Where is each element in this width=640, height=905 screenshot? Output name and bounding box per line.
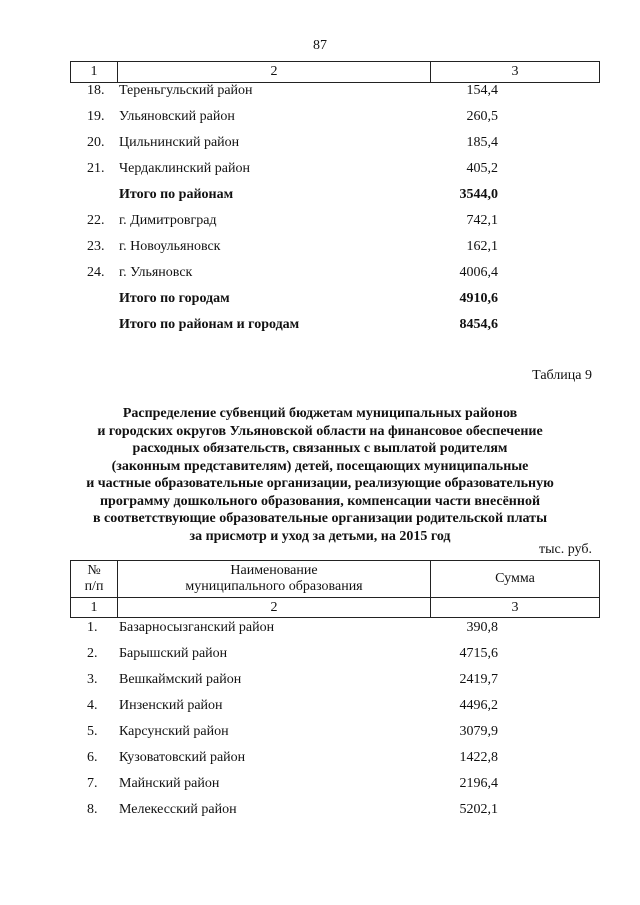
table9-header: [70, 560, 600, 618]
table-row: [0, 774, 640, 794]
row-number: 22.: [87, 213, 105, 228]
row-name: Майнский район: [119, 776, 220, 791]
row-name: Цильнинский район: [119, 135, 240, 150]
row-name: Базарносызганский район: [119, 620, 275, 635]
row-value: 3544,0: [459, 187, 498, 202]
table-row: [0, 107, 640, 127]
table8-header-col3: 3: [511, 64, 519, 79]
row-name: г. Новоульяновск: [119, 239, 221, 254]
table8-header-row: [70, 61, 600, 83]
table-row: [0, 748, 640, 768]
table9-header-col1: [71, 561, 117, 597]
row-name: Мелекесский район: [119, 802, 237, 817]
table9-title-line: расходных обязательств, связанных с выплатой родителям: [132, 441, 508, 456]
table9-index-col1: 1: [90, 599, 98, 615]
page-number: 87: [313, 38, 327, 53]
row-value: 742,1: [466, 213, 498, 228]
row-number: 24.: [87, 265, 105, 280]
table-row: [0, 670, 640, 690]
table9-units: тыс. руб.: [539, 542, 592, 557]
row-value: 405,2: [466, 161, 498, 176]
row-name: г. Ульяновск: [119, 265, 193, 280]
row-value: 1422,8: [459, 750, 498, 765]
table9-index-col2: 2: [270, 599, 278, 615]
row-value: 185,4: [466, 135, 498, 150]
row-value: 2196,4: [459, 776, 498, 791]
row-name: Вешкаймский район: [119, 672, 242, 687]
table-row: [0, 185, 640, 205]
table9-index-col3: 3: [511, 599, 519, 615]
row-number: 6.: [87, 750, 98, 765]
row-value: 162,1: [466, 239, 498, 254]
row-number: 20.: [87, 135, 105, 150]
row-name: Инзенский район: [119, 698, 223, 713]
table9-title-line: (законным представителям) детей, посещающих муниципальные: [111, 458, 529, 474]
row-value: 260,5: [466, 109, 498, 124]
row-name: г. Димитровград: [119, 213, 217, 228]
row-name: Барышский район: [119, 646, 228, 661]
table9-label: Таблица 9: [532, 368, 592, 383]
row-value: 5202,1: [459, 802, 498, 817]
table9-title-line: программу дошкольного образования, компенсации части внесённой: [99, 493, 541, 509]
row-name: Итого по районам: [119, 187, 234, 202]
table9-title: [60, 405, 580, 545]
row-name: Ульяновский район: [119, 109, 235, 124]
table8-header-col2: 2: [270, 64, 278, 79]
row-name: Кузоватовский район: [119, 750, 246, 765]
row-name: Итого по городам: [119, 291, 230, 306]
row-number: 1.: [87, 620, 98, 635]
row-value: 4910,6: [459, 291, 498, 306]
row-name: Тереньгульский район: [119, 83, 253, 98]
table-row: [0, 81, 640, 101]
table9-header-col2: [118, 561, 430, 597]
table-row: [0, 696, 640, 716]
row-name: Итого по районам и городам: [119, 317, 300, 332]
row-value: 4496,2: [459, 698, 498, 713]
table9-title-line: и частные образовательные организации, реализующие образовательную: [86, 476, 554, 491]
table-row: [0, 800, 640, 820]
row-name: Чердаклинский район: [119, 161, 250, 176]
table9-title-line: в соответствующие образовательные организации родительской платы: [92, 511, 547, 526]
row-value: 8454,6: [459, 317, 498, 332]
table-row: [0, 722, 640, 742]
row-value: 154,4: [466, 83, 498, 98]
table-row: [0, 133, 640, 153]
table9-header-name-sub: муниципального образования: [185, 579, 363, 594]
table-row: [0, 211, 640, 231]
table9-header-name-label: Наименование: [230, 563, 318, 578]
row-number: 7.: [87, 776, 98, 791]
table9-title-line: и городских округов Ульяновской области на финансовое обеспечение: [97, 423, 543, 439]
row-number: 3.: [87, 672, 98, 687]
table-row: [0, 159, 640, 179]
table9-header-col3: Сумма: [495, 571, 535, 586]
table9-header-num-label: №: [87, 563, 101, 578]
row-number: 4.: [87, 698, 98, 713]
table9-title-line: за присмотр и уход за детьми, на 2015 год: [189, 528, 451, 544]
table-row: [0, 289, 640, 309]
table-row: [0, 644, 640, 664]
table-row: [0, 315, 640, 335]
row-value: 3079,9: [459, 724, 498, 739]
row-number: 21.: [87, 161, 105, 176]
row-number: 19.: [87, 109, 105, 124]
table9-header-num-sub: п/п: [84, 579, 104, 594]
row-value: 2419,7: [459, 672, 498, 687]
row-number: 2.: [87, 646, 98, 661]
table-row: [0, 618, 640, 638]
table9-title-line: Распределение субвенций бюджетам муниципальных районов: [122, 406, 518, 421]
row-number: 18.: [87, 83, 105, 98]
row-number: 5.: [87, 724, 98, 739]
row-value: 4715,6: [459, 646, 498, 661]
row-value: 4006,4: [459, 265, 498, 280]
row-number: 23.: [87, 239, 105, 254]
table-row: [0, 237, 640, 257]
row-name: Карсунский район: [119, 724, 229, 739]
row-number: 8.: [87, 802, 98, 817]
row-value: 390,8: [466, 620, 498, 635]
table8-header-col1: 1: [90, 64, 98, 79]
table-row: [0, 263, 640, 283]
